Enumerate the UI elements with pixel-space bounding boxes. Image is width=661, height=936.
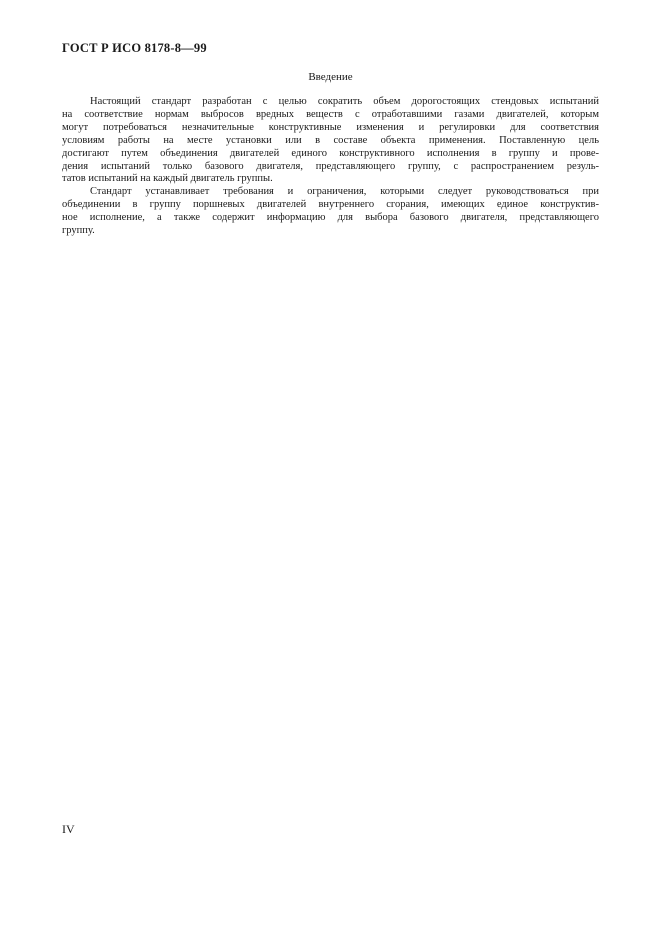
paragraph-2-line-4: группу. (62, 225, 95, 237)
paragraph-1 (62, 96, 599, 186)
paragraph-2-line-3: ное исполнение, а также содержит информацию для выбора базового двигателя, представляющего (62, 212, 599, 224)
body-text (62, 96, 599, 238)
section-title: Введение (308, 71, 353, 83)
paragraph-1-line-5: достигают путем объединения двигателей единого конструктивного исполнения в группу и прове- (62, 147, 599, 159)
paragraph-1-line-2: на соответствие нормам выбросов вредных веществ с отработавшими газами двигателей, которым (62, 108, 599, 120)
document-code-header: ГОСТ Р ИСО 8178-8—99 (62, 41, 207, 55)
paragraph-1-line-6: дения испытаний только базового двигателя, представляющего группу, с распространением резуль- (62, 160, 599, 172)
paragraph-2 (62, 186, 599, 238)
page-number: IV (62, 822, 75, 836)
paragraph-2-line-1: Стандарт устанавливает требования и ограничения, которыми следует руководствоваться при (90, 186, 599, 198)
paragraph-2-line-2: объединении в группу поршневых двигателей внутреннего сгорания, имеющих единое конструктив- (62, 199, 599, 211)
paragraph-1-line-1: Настоящий стандарт разработан с целью сократить объем дорогостоящих стендовых испытаний (90, 96, 599, 107)
paragraph-1-line-7: татов испытаний на каждый двигатель группы. (62, 173, 273, 185)
paragraph-1-line-4: условиям работы на месте установки или в составе объекта применения. Поставленную цель (62, 134, 599, 146)
paragraph-1-line-3: могут потребоваться незначительные конструктивные изменения и регулировки для соответствия (62, 121, 599, 133)
